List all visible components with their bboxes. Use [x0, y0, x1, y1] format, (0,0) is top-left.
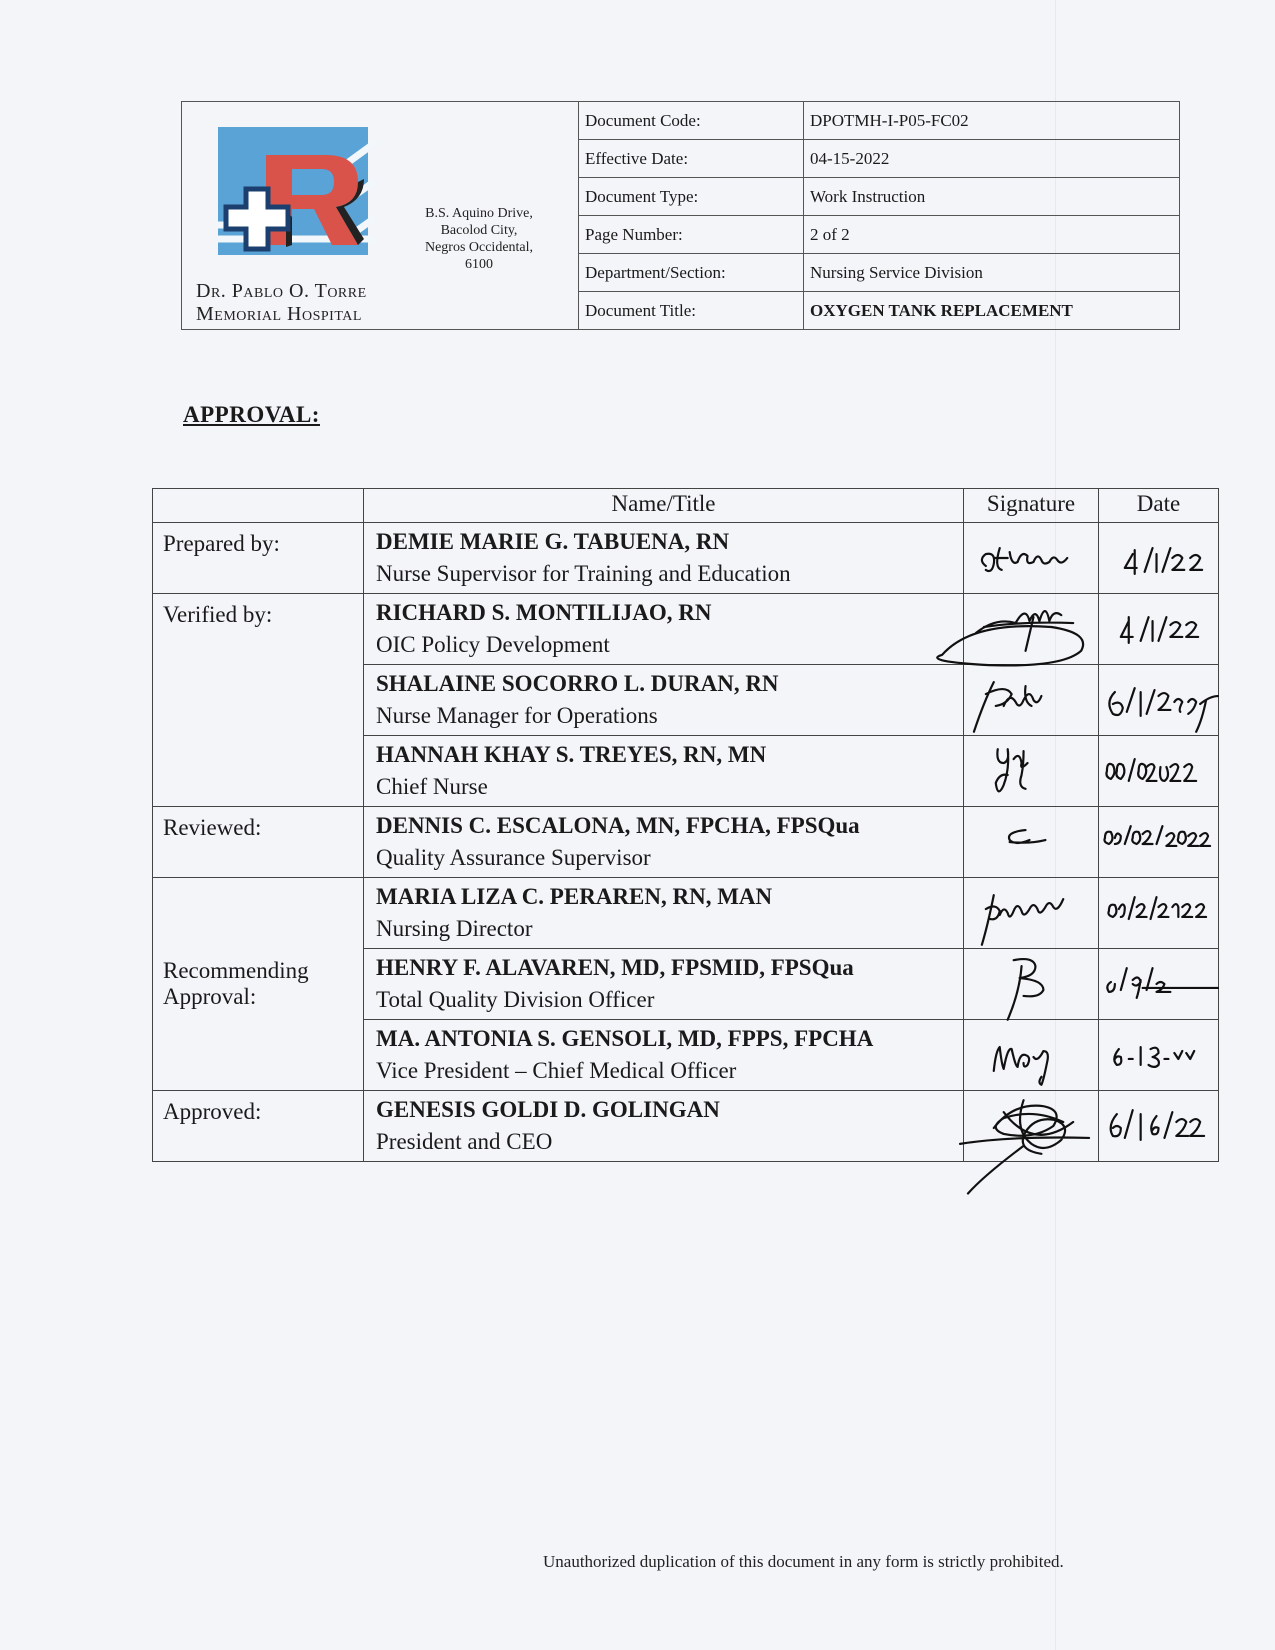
document-title-value: OXYGEN TANK REPLACEMENT	[810, 300, 1073, 320]
info-value: 04-15-2022	[804, 140, 1180, 178]
person-name: GENESIS GOLDI D. GOLINGAN	[376, 1097, 720, 1122]
person-name: MARIA LIZA C. PERAREN, RN, MAN	[376, 884, 773, 909]
info-label: Document Title:	[579, 292, 804, 330]
info-label: Document Type:	[579, 178, 804, 216]
info-value: DPOTMH-I-P05-FC02	[804, 102, 1180, 140]
person-cell	[364, 949, 964, 1020]
signature-cell	[964, 665, 1099, 736]
date-cell	[1099, 807, 1219, 878]
handwritten-signature	[964, 1091, 1098, 1161]
info-value: 2 of 2	[804, 216, 1180, 254]
person-name: DEMIE MARIE G. TABUENA, RN	[376, 529, 730, 554]
date-cell	[1099, 878, 1219, 949]
address-line: 6100	[465, 257, 493, 272]
handwritten-signature	[964, 878, 1098, 948]
handwritten-signature	[964, 736, 1098, 806]
role-approved: Approved:	[153, 1091, 364, 1162]
person-cell	[364, 736, 964, 807]
date-cell	[1099, 949, 1219, 1020]
signature-cell	[964, 1091, 1099, 1162]
person-name: HENRY F. ALAVAREN, MD, FPSMID, FPSQua	[376, 955, 854, 980]
handwritten-date	[1099, 665, 1218, 735]
role-recommending-line1: Recommending	[163, 958, 309, 983]
handwritten-signature	[964, 807, 1098, 877]
info-row	[579, 102, 1179, 140]
signature-cell	[964, 736, 1099, 807]
approval-row	[153, 878, 1219, 949]
document-info-table	[579, 102, 1179, 329]
person-title: Vice President – Chief Medical Officer	[376, 1058, 737, 1083]
info-row	[579, 216, 1179, 254]
handwritten-date	[1099, 807, 1218, 877]
address-line: Bacolod City,	[440, 223, 518, 238]
footer-notice: Unauthorized duplication of this document in any form is strictly prohibited.	[543, 1552, 1064, 1571]
handwritten-signature	[964, 1020, 1098, 1090]
address-line: Negros Occidental,	[424, 240, 534, 255]
info-value: Work Instruction	[804, 178, 1180, 216]
hospital-name	[196, 280, 367, 326]
info-row	[579, 292, 1179, 330]
handwritten-signature	[964, 949, 1098, 1019]
handwritten-date	[1099, 736, 1218, 806]
info-label: Department/Section:	[579, 254, 804, 292]
person-title: OIC Policy Development	[376, 632, 610, 657]
person-cell	[364, 1020, 964, 1091]
person-name: MA. ANTONIA S. GENSOLI, MD, FPPS, FPCHA	[376, 1026, 874, 1051]
date-column-header: Date	[1099, 489, 1219, 523]
date-cell	[1099, 594, 1219, 665]
info-row	[579, 178, 1179, 216]
role-recommending-approval	[153, 878, 364, 1091]
logo-cell	[182, 102, 579, 329]
info-row	[579, 140, 1179, 178]
person-cell	[364, 523, 964, 594]
info-label: Page Number:	[579, 216, 804, 254]
date-cell	[1099, 1091, 1219, 1162]
signature-cell	[964, 807, 1099, 878]
person-cell	[364, 1091, 964, 1162]
handwritten-date	[1099, 594, 1218, 664]
info-label: Effective Date:	[579, 140, 804, 178]
signature-cell	[964, 949, 1099, 1020]
person-title: President and CEO	[376, 1129, 553, 1154]
handwritten-date	[1099, 949, 1218, 1019]
hospital-name-line1: Dr. Pablo O. Torre	[196, 280, 367, 302]
person-title: Total Quality Division Officer	[376, 987, 655, 1012]
date-cell	[1099, 665, 1219, 736]
person-cell	[364, 878, 964, 949]
handwritten-date	[1099, 878, 1218, 948]
signature-cell	[964, 523, 1099, 594]
approval-row	[153, 594, 1219, 665]
handwritten-date	[1099, 1091, 1218, 1161]
person-title: Quality Assurance Supervisor	[376, 845, 651, 870]
role-reviewed: Reviewed:	[153, 807, 364, 878]
handwritten-signature	[964, 523, 1098, 593]
person-title: Nurse Supervisor for Training and Education	[376, 561, 791, 586]
person-cell	[364, 594, 964, 665]
handwritten-date	[1099, 523, 1218, 593]
document-header	[181, 101, 1180, 330]
hospital-name-line2: Memorial Hospital	[196, 303, 362, 325]
person-name: HANNAH KHAY S. TREYES, RN, MN	[376, 742, 767, 767]
signature-column-header: Signature	[964, 489, 1099, 523]
person-cell	[364, 665, 964, 736]
role-verified: Verified by:	[153, 594, 364, 807]
hospital-address	[406, 205, 552, 273]
name-title-column-header: Name/Title	[364, 489, 964, 523]
signature-cell	[964, 594, 1099, 665]
approval-heading: APPROVAL:	[183, 402, 320, 427]
person-title: Chief Nurse	[376, 774, 488, 799]
person-title: Nurse Manager for Operations	[376, 703, 658, 728]
role-prepared: Prepared by:	[153, 523, 364, 594]
date-cell	[1099, 523, 1219, 594]
approval-row	[153, 807, 1219, 878]
signature-cell	[964, 878, 1099, 949]
person-name: SHALAINE SOCORRO L. DURAN, RN	[376, 671, 779, 696]
handwritten-date	[1099, 1020, 1218, 1090]
person-title: Nursing Director	[376, 916, 533, 941]
role-column-header	[153, 489, 364, 523]
role-recommending-line2: Approval:	[163, 984, 257, 1009]
signature-cell	[964, 1020, 1099, 1091]
approval-row	[153, 523, 1219, 594]
date-cell	[1099, 736, 1219, 807]
handwritten-signature	[964, 665, 1098, 735]
info-value: Nursing Service Division	[804, 254, 1180, 292]
approval-header-row	[153, 489, 1219, 523]
person-cell	[364, 807, 964, 878]
approval-row	[153, 1091, 1219, 1162]
info-label: Document Code:	[579, 102, 804, 140]
date-cell	[1099, 1020, 1219, 1091]
approval-table	[152, 488, 1219, 1162]
info-row	[579, 254, 1179, 292]
hospital-logo-icon	[218, 127, 375, 257]
handwritten-signature	[964, 594, 1098, 664]
person-name: DENNIS C. ESCALONA, MN, FPCHA, FPSQua	[376, 813, 860, 838]
person-name: RICHARD S. MONTILIJAO, RN	[376, 600, 712, 625]
address-line: B.S. Aquino Drive,	[425, 206, 533, 221]
